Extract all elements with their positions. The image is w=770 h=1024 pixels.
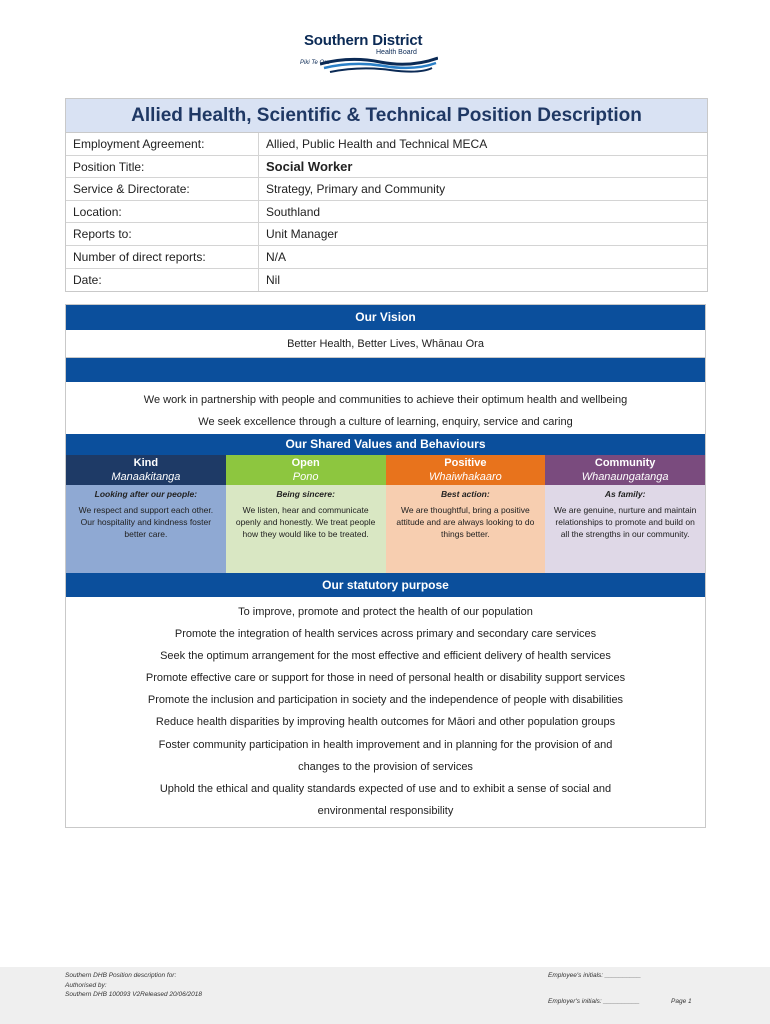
- employer-initials: Employer's initials: __________: [548, 998, 640, 1005]
- value-description: We are genuine, nurture and maintain relationships to promote and build on all the strengths in our community.: [553, 505, 697, 539]
- position-title-value: Social Worker: [266, 158, 353, 174]
- purpose-line: Promote the integration of health services across primary and secondary care services: [174, 628, 597, 641]
- table-row: [66, 223, 707, 246]
- value-maori-name: Whanaungatanga: [581, 471, 669, 483]
- row-label: Reports to:: [66, 223, 259, 245]
- value-open: [226, 455, 386, 573]
- row-value: N/A: [266, 249, 287, 264]
- row-label: Position Title:: [66, 156, 259, 178]
- value-name: Positive: [444, 457, 487, 469]
- row-value: Strategy, Primary and Community: [266, 182, 446, 197]
- value-description: We are thoughtful, bring a positive attitude and are always looking to do things better.: [396, 505, 535, 539]
- mission-statement: [66, 382, 705, 434]
- value-lead: Being sincere:: [276, 489, 335, 499]
- value-description: We listen, hear and communicate openly and honestly. We treat people how they would like to be treated.: [235, 505, 376, 539]
- value-body: [66, 485, 226, 573]
- mission-line: We work in partnership with people and communities to achieve their optimum health and wellbeing: [143, 394, 628, 406]
- value-description: We respect and support each other. Our hospitality and kindness foster better care.: [78, 505, 214, 539]
- employee-initials: Employee's initials: __________: [548, 972, 642, 979]
- value-body: [386, 485, 546, 573]
- row-label: Employment Agreement:: [66, 133, 259, 155]
- footer-left: [65, 971, 202, 1000]
- purpose-line: To improve, promote and protect the health of our population: [238, 606, 533, 618]
- table-row: [66, 133, 707, 156]
- row-value: Nil: [266, 272, 280, 287]
- value-name: Kind: [133, 457, 159, 469]
- value-body: [545, 485, 705, 573]
- row-label: Service & Directorate:: [66, 178, 259, 200]
- logo-subname: Health Board: [376, 49, 417, 56]
- value-body: [226, 485, 386, 573]
- footer-authorised: Authorised by:: [65, 981, 107, 989]
- purpose-line: changes to the provision of services: [298, 760, 473, 773]
- value-maori-name: Whaiwhakaaro: [428, 471, 502, 483]
- logo-name: Southern District: [304, 32, 423, 49]
- row-value: Southland: [266, 204, 321, 219]
- value-header: [386, 455, 546, 485]
- row-label: Location:: [66, 201, 259, 223]
- value-maori-name: Pono: [292, 471, 319, 483]
- value-header: [66, 455, 226, 485]
- table-row: [66, 246, 707, 269]
- purpose-line: Foster community participation in health improvement and in planning for the provision of and: [158, 738, 613, 751]
- table-row: [66, 269, 707, 292]
- values-heading: Our Shared Values and Behaviours: [66, 434, 705, 455]
- value-maori-name: Manaakitanga: [111, 471, 181, 483]
- row-label: Number of direct reports:: [66, 246, 259, 268]
- page-footer: [0, 967, 770, 1024]
- purpose-line: environmental responsibility: [317, 804, 454, 817]
- purpose-line: Uphold the ethical and quality standards expected of use and to exhibit a sense of social and: [159, 782, 612, 795]
- table-row: [66, 156, 707, 179]
- purpose-line: Promote the inclusion and participation in society and the independence of people with disabilities: [147, 694, 624, 707]
- purpose-list: [66, 597, 705, 827]
- row-label: Date:: [66, 269, 259, 292]
- table-row: [66, 201, 707, 224]
- document-title: Allied Health, Scientific & Technical Position Description: [66, 99, 707, 133]
- purpose-line: Promote effective care or support for those in need of personal health or disability support services: [145, 672, 626, 685]
- value-positive: [386, 455, 546, 573]
- value-name: Community: [594, 457, 656, 469]
- purpose-line: Seek the optimum arrangement for the most effective and efficient delivery of health services: [160, 650, 611, 663]
- vision-heading: Our Vision: [66, 305, 705, 330]
- purpose-line: Reduce health disparities by improving health outcomes for Māori and other population groups: [155, 716, 616, 729]
- value-lead: Best action:: [441, 489, 490, 499]
- sdhb-logo: [290, 28, 450, 74]
- mission-line: We seek excellence through a culture of learning, enquiry, service and caring: [198, 416, 573, 428]
- value-kind: [66, 455, 226, 573]
- footer-reference: Southern DHB 100093 V2Released 20/06/2018: [65, 991, 202, 998]
- vision-values-panel: [65, 304, 706, 828]
- vision-text: Better Health, Better Lives, Whānau Ora: [66, 330, 705, 358]
- value-community: [545, 455, 705, 573]
- value-header: [226, 455, 386, 485]
- footer-description: Southern DHB Position description for:: [65, 972, 177, 979]
- value-lead: As family:: [604, 489, 646, 499]
- value-lead: Looking after our people:: [94, 489, 198, 499]
- position-table: [65, 98, 708, 292]
- row-value: Allied, Public Health and Technical MECA: [266, 137, 488, 151]
- table-row: [66, 178, 707, 201]
- values-grid: [66, 455, 705, 573]
- mission-heading-bar: [66, 358, 705, 382]
- purpose-heading: Our statutory purpose: [66, 573, 705, 597]
- logo-tagline: Piki Te Ora: [300, 60, 330, 66]
- value-header: [545, 455, 705, 485]
- value-name: Open: [291, 457, 320, 469]
- row-value: Unit Manager: [266, 227, 339, 242]
- logo-waves-icon: [320, 54, 438, 74]
- page-number: Page 1: [671, 998, 692, 1005]
